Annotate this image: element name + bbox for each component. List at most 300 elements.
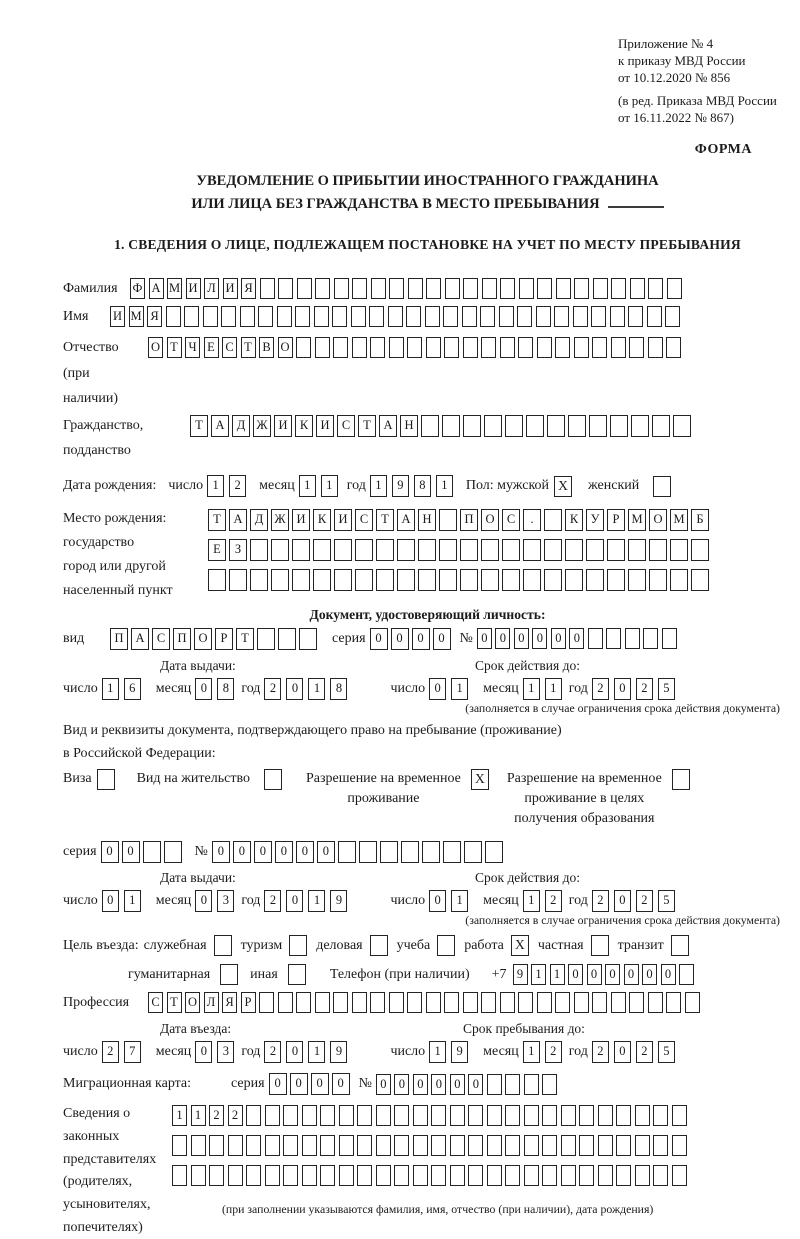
char-box[interactable]	[376, 1135, 391, 1156]
char-box[interactable]: К	[313, 509, 331, 531]
char-box[interactable]	[502, 569, 520, 591]
purpose-other-checkbox[interactable]	[288, 964, 306, 985]
char-box[interactable]: Ч	[185, 337, 200, 358]
char-box[interactable]: С	[502, 509, 520, 531]
char-box[interactable]	[240, 306, 255, 327]
char-box[interactable]: О	[481, 509, 499, 531]
char-box[interactable]	[229, 569, 247, 591]
char-box[interactable]	[537, 278, 552, 299]
char-box[interactable]: 8	[217, 678, 234, 700]
char-box[interactable]	[574, 992, 589, 1013]
char-box[interactable]	[598, 1105, 613, 1126]
char-box[interactable]	[625, 628, 640, 649]
char-box[interactable]	[544, 539, 562, 561]
char-box[interactable]: 2	[636, 678, 653, 700]
char-box[interactable]	[380, 841, 398, 863]
char-box[interactable]	[554, 306, 569, 327]
purpose-study-checkbox[interactable]	[437, 935, 455, 956]
char-box[interactable]	[635, 1135, 650, 1156]
char-box[interactable]: 0	[311, 1073, 329, 1095]
char-box[interactable]	[468, 1135, 483, 1156]
char-box[interactable]	[338, 841, 356, 863]
char-box[interactable]	[691, 539, 709, 561]
char-box[interactable]	[517, 306, 532, 327]
char-box[interactable]	[607, 569, 625, 591]
char-box[interactable]	[376, 539, 394, 561]
char-box[interactable]	[191, 1135, 206, 1156]
char-box[interactable]	[320, 1135, 335, 1156]
char-box[interactable]: 1	[523, 678, 540, 700]
char-box[interactable]	[610, 415, 628, 437]
char-box[interactable]	[579, 1135, 594, 1156]
char-box[interactable]: 0	[624, 964, 639, 985]
char-box[interactable]	[652, 415, 670, 437]
char-box[interactable]: К	[295, 415, 313, 437]
char-box[interactable]: 2	[592, 678, 609, 700]
char-box[interactable]	[524, 1135, 539, 1156]
char-box[interactable]	[629, 337, 644, 358]
char-box[interactable]	[320, 1165, 335, 1186]
char-box[interactable]	[463, 992, 478, 1013]
char-box[interactable]	[653, 1105, 668, 1126]
char-box[interactable]	[352, 337, 367, 358]
char-box[interactable]	[166, 306, 181, 327]
char-box[interactable]	[389, 337, 404, 358]
char-box[interactable]	[370, 337, 385, 358]
char-box[interactable]	[561, 1105, 576, 1126]
char-box[interactable]	[574, 278, 589, 299]
char-box[interactable]: У	[586, 509, 604, 531]
char-box[interactable]	[568, 415, 586, 437]
char-box[interactable]	[406, 306, 421, 327]
char-box[interactable]: 0	[370, 628, 388, 650]
char-box[interactable]	[439, 509, 457, 531]
char-box[interactable]	[421, 415, 439, 437]
char-box[interactable]	[302, 1105, 317, 1126]
char-box[interactable]	[653, 1135, 668, 1156]
char-box[interactable]	[505, 1165, 520, 1186]
char-box[interactable]	[460, 569, 478, 591]
char-box[interactable]	[209, 1165, 224, 1186]
char-box[interactable]	[631, 415, 649, 437]
char-box[interactable]: 1	[321, 475, 338, 497]
char-box[interactable]: Б	[691, 509, 709, 531]
char-box[interactable]	[672, 1135, 687, 1156]
char-box[interactable]	[500, 992, 515, 1013]
char-box[interactable]: П	[110, 628, 128, 650]
char-box[interactable]: 0	[122, 841, 140, 863]
char-box[interactable]	[246, 1165, 261, 1186]
char-box[interactable]	[292, 539, 310, 561]
char-box[interactable]	[648, 992, 663, 1013]
char-box[interactable]	[628, 569, 646, 591]
char-box[interactable]	[339, 1165, 354, 1186]
purpose-transit-checkbox[interactable]	[671, 935, 689, 956]
char-box[interactable]	[611, 992, 626, 1013]
char-box[interactable]	[544, 509, 562, 531]
char-box[interactable]	[573, 306, 588, 327]
char-box[interactable]	[332, 306, 347, 327]
char-box[interactable]	[635, 1105, 650, 1126]
char-box[interactable]	[649, 539, 667, 561]
char-box[interactable]: 1	[550, 964, 565, 985]
char-box[interactable]	[487, 1165, 502, 1186]
char-box[interactable]	[463, 278, 478, 299]
char-box[interactable]: 2	[636, 890, 653, 912]
char-box[interactable]: 2	[228, 1105, 243, 1126]
temp-residence-education-checkbox[interactable]	[672, 769, 690, 790]
char-box[interactable]	[607, 539, 625, 561]
char-box[interactable]: А	[131, 628, 149, 650]
char-box[interactable]	[389, 992, 404, 1013]
char-box[interactable]	[426, 337, 441, 358]
char-box[interactable]	[643, 628, 658, 649]
char-box[interactable]: 0	[101, 841, 119, 863]
char-box[interactable]: М	[167, 278, 182, 299]
char-box[interactable]: 1	[299, 475, 316, 497]
char-box[interactable]	[265, 1135, 280, 1156]
char-box[interactable]	[439, 539, 457, 561]
char-box[interactable]	[462, 306, 477, 327]
char-box[interactable]: Т	[208, 509, 226, 531]
char-box[interactable]	[278, 628, 296, 650]
char-box[interactable]	[526, 415, 544, 437]
char-box[interactable]: А	[379, 415, 397, 437]
char-box[interactable]	[299, 628, 317, 650]
char-box[interactable]: 1	[523, 890, 540, 912]
char-box[interactable]: Е	[204, 337, 219, 358]
char-box[interactable]	[339, 1105, 354, 1126]
purpose-humanitarian-checkbox[interactable]	[220, 964, 238, 985]
char-box[interactable]	[355, 539, 373, 561]
char-box[interactable]: С	[148, 992, 163, 1013]
char-box[interactable]	[565, 569, 583, 591]
char-box[interactable]	[333, 337, 348, 358]
char-box[interactable]	[524, 1074, 539, 1095]
char-box[interactable]	[351, 306, 366, 327]
char-box[interactable]	[542, 1074, 557, 1095]
char-box[interactable]	[561, 1165, 576, 1186]
char-box[interactable]: .	[523, 509, 541, 531]
char-box[interactable]	[422, 841, 440, 863]
char-box[interactable]: 2	[636, 1041, 653, 1063]
char-box[interactable]: 1	[436, 475, 453, 497]
char-box[interactable]: Р	[215, 628, 233, 650]
char-box[interactable]	[191, 1165, 206, 1186]
char-box[interactable]	[431, 1105, 446, 1126]
char-box[interactable]	[561, 1135, 576, 1156]
char-box[interactable]	[431, 1135, 446, 1156]
char-box[interactable]: 2	[592, 890, 609, 912]
char-box[interactable]	[352, 992, 367, 1013]
char-box[interactable]	[500, 337, 515, 358]
char-box[interactable]: 8	[330, 678, 347, 700]
char-box[interactable]: А	[229, 509, 247, 531]
char-box[interactable]: 2	[209, 1105, 224, 1126]
char-box[interactable]	[277, 306, 292, 327]
char-box[interactable]	[574, 337, 589, 358]
char-box[interactable]	[542, 1105, 557, 1126]
char-box[interactable]	[295, 306, 310, 327]
char-box[interactable]: Р	[607, 509, 625, 531]
char-box[interactable]: 1	[308, 678, 325, 700]
purpose-commercial-checkbox[interactable]	[370, 935, 388, 956]
char-box[interactable]	[431, 1165, 446, 1186]
char-box[interactable]	[355, 569, 373, 591]
char-box[interactable]	[228, 1165, 243, 1186]
char-box[interactable]	[586, 569, 604, 591]
char-box[interactable]: 0	[495, 628, 510, 649]
char-box[interactable]	[260, 278, 275, 299]
char-box[interactable]: Т	[358, 415, 376, 437]
char-box[interactable]	[271, 539, 289, 561]
char-box[interactable]	[283, 1135, 298, 1156]
char-box[interactable]: Е	[208, 539, 226, 561]
char-box[interactable]	[502, 539, 520, 561]
char-box[interactable]: 1	[308, 1041, 325, 1063]
char-box[interactable]	[172, 1165, 187, 1186]
char-box[interactable]	[524, 1165, 539, 1186]
char-box[interactable]	[445, 278, 460, 299]
char-box[interactable]	[444, 337, 459, 358]
char-box[interactable]: Я	[222, 992, 237, 1013]
char-box[interactable]	[394, 1165, 409, 1186]
char-box[interactable]	[464, 841, 482, 863]
char-box[interactable]	[283, 1105, 298, 1126]
char-box[interactable]: Т	[167, 337, 182, 358]
char-box[interactable]: 1	[191, 1105, 206, 1126]
char-box[interactable]	[537, 992, 552, 1013]
char-box[interactable]: 3	[217, 1041, 234, 1063]
char-box[interactable]	[616, 1105, 631, 1126]
char-box[interactable]	[544, 569, 562, 591]
char-box[interactable]	[221, 306, 236, 327]
char-box[interactable]	[426, 992, 441, 1013]
char-box[interactable]	[442, 415, 460, 437]
char-box[interactable]: Т	[236, 628, 254, 650]
char-box[interactable]: Р	[241, 992, 256, 1013]
char-box[interactable]	[397, 569, 415, 591]
char-box[interactable]	[278, 278, 293, 299]
char-box[interactable]: 0	[296, 841, 314, 863]
char-box[interactable]	[616, 1135, 631, 1156]
char-box[interactable]	[592, 992, 607, 1013]
char-box[interactable]: О	[278, 337, 293, 358]
char-box[interactable]: 0	[587, 964, 602, 985]
char-box[interactable]	[271, 569, 289, 591]
char-box[interactable]	[685, 992, 700, 1013]
char-box[interactable]	[315, 278, 330, 299]
char-box[interactable]: С	[355, 509, 373, 531]
char-box[interactable]	[259, 992, 274, 1013]
char-box[interactable]	[589, 415, 607, 437]
char-box[interactable]	[592, 337, 607, 358]
char-box[interactable]: А	[149, 278, 164, 299]
char-box[interactable]: Н	[418, 509, 436, 531]
purpose-business-checkbox[interactable]	[214, 935, 232, 956]
char-box[interactable]: 7	[124, 1041, 141, 1063]
char-box[interactable]	[505, 1105, 520, 1126]
char-box[interactable]	[481, 569, 499, 591]
char-box[interactable]: Я	[147, 306, 162, 327]
char-box[interactable]	[334, 539, 352, 561]
char-box[interactable]: 1	[207, 475, 224, 497]
char-box[interactable]	[418, 569, 436, 591]
char-box[interactable]: В	[259, 337, 274, 358]
char-box[interactable]	[524, 1105, 539, 1126]
char-box[interactable]: Т	[376, 509, 394, 531]
char-box[interactable]	[394, 1105, 409, 1126]
char-box[interactable]: Т	[190, 415, 208, 437]
char-box[interactable]	[670, 539, 688, 561]
char-box[interactable]: О	[649, 509, 667, 531]
char-box[interactable]: 1	[124, 890, 141, 912]
char-box[interactable]	[666, 992, 681, 1013]
char-box[interactable]: О	[194, 628, 212, 650]
char-box[interactable]	[610, 306, 625, 327]
char-box[interactable]	[565, 539, 583, 561]
char-box[interactable]	[297, 278, 312, 299]
char-box[interactable]	[670, 569, 688, 591]
char-box[interactable]: 5	[658, 678, 675, 700]
char-box[interactable]	[611, 337, 626, 358]
char-box[interactable]	[500, 278, 515, 299]
char-box[interactable]	[616, 1165, 631, 1186]
char-box[interactable]	[484, 415, 502, 437]
char-box[interactable]: 0	[212, 841, 230, 863]
char-box[interactable]	[407, 337, 422, 358]
char-box[interactable]	[443, 306, 458, 327]
char-box[interactable]	[315, 337, 330, 358]
char-box[interactable]	[413, 1135, 428, 1156]
char-box[interactable]: 0	[376, 1074, 391, 1095]
char-box[interactable]	[487, 1135, 502, 1156]
char-box[interactable]: 0	[102, 890, 119, 912]
char-box[interactable]	[352, 278, 367, 299]
char-box[interactable]	[443, 841, 461, 863]
char-box[interactable]: 0	[532, 628, 547, 649]
char-box[interactable]	[606, 628, 621, 649]
char-box[interactable]: 9	[330, 890, 347, 912]
char-box[interactable]	[314, 306, 329, 327]
char-box[interactable]: Ж	[253, 415, 271, 437]
char-box[interactable]	[672, 1165, 687, 1186]
char-box[interactable]: С	[152, 628, 170, 650]
char-box[interactable]	[499, 306, 514, 327]
char-box[interactable]: 0	[431, 1074, 446, 1095]
char-box[interactable]: 0	[433, 628, 451, 650]
char-box[interactable]: М	[129, 306, 144, 327]
char-box[interactable]	[320, 1105, 335, 1126]
char-box[interactable]	[246, 1105, 261, 1126]
char-box[interactable]: 0	[569, 628, 584, 649]
char-box[interactable]: 1	[102, 678, 119, 700]
char-box[interactable]: 1	[451, 890, 468, 912]
char-box[interactable]	[628, 539, 646, 561]
char-box[interactable]	[209, 1135, 224, 1156]
char-box[interactable]: 0	[317, 841, 335, 863]
char-box[interactable]: Т	[167, 992, 182, 1013]
char-box[interactable]: И	[110, 306, 125, 327]
char-box[interactable]: 1	[308, 890, 325, 912]
char-box[interactable]: 9	[330, 1041, 347, 1063]
char-box[interactable]	[425, 306, 440, 327]
char-box[interactable]: А	[211, 415, 229, 437]
char-box[interactable]	[246, 1135, 261, 1156]
char-box[interactable]	[296, 992, 311, 1013]
char-box[interactable]: 2	[545, 890, 562, 912]
char-box[interactable]: З	[229, 539, 247, 561]
char-box[interactable]: 0	[429, 678, 446, 700]
char-box[interactable]: И	[274, 415, 292, 437]
char-box[interactable]: 3	[217, 890, 234, 912]
char-box[interactable]	[143, 841, 161, 863]
char-box[interactable]: 0	[195, 1041, 212, 1063]
purpose-tourism-checkbox[interactable]	[289, 935, 307, 956]
char-box[interactable]: И	[292, 509, 310, 531]
char-box[interactable]: 2	[102, 1041, 119, 1063]
char-box[interactable]: П	[460, 509, 478, 531]
char-box[interactable]	[463, 415, 481, 437]
char-box[interactable]: 0	[450, 1074, 465, 1095]
char-box[interactable]	[208, 569, 226, 591]
char-box[interactable]	[523, 539, 541, 561]
char-box[interactable]: 0	[391, 628, 409, 650]
char-box[interactable]	[257, 628, 275, 650]
char-box[interactable]	[302, 1135, 317, 1156]
char-box[interactable]	[673, 415, 691, 437]
char-box[interactable]	[653, 1165, 668, 1186]
char-box[interactable]: Я	[241, 278, 256, 299]
char-box[interactable]: 0	[195, 890, 212, 912]
char-box[interactable]	[265, 1165, 280, 1186]
residence-permit-checkbox[interactable]	[264, 769, 282, 790]
char-box[interactable]	[672, 1105, 687, 1126]
char-box[interactable]	[394, 1135, 409, 1156]
char-box[interactable]: 0	[568, 964, 583, 985]
char-box[interactable]: 2	[264, 678, 281, 700]
char-box[interactable]	[413, 1105, 428, 1126]
char-box[interactable]	[628, 306, 643, 327]
char-box[interactable]: 0	[551, 628, 566, 649]
char-box[interactable]: 5	[658, 1041, 675, 1063]
char-box[interactable]: 1	[172, 1105, 187, 1126]
char-box[interactable]	[487, 1105, 502, 1126]
char-box[interactable]: И	[316, 415, 334, 437]
char-box[interactable]: 9	[513, 964, 528, 985]
char-box[interactable]	[648, 337, 663, 358]
char-box[interactable]: 0	[614, 890, 631, 912]
char-box[interactable]	[662, 628, 677, 649]
char-box[interactable]: 2	[592, 1041, 609, 1063]
char-box[interactable]: Л	[204, 992, 219, 1013]
char-box[interactable]: 0	[605, 964, 620, 985]
char-box[interactable]: И	[334, 509, 352, 531]
char-box[interactable]: 0	[514, 628, 529, 649]
char-box[interactable]: 0	[233, 841, 251, 863]
char-box[interactable]: 0	[412, 628, 430, 650]
char-box[interactable]: 0	[195, 678, 212, 700]
char-box[interactable]	[665, 306, 680, 327]
char-box[interactable]	[518, 337, 533, 358]
char-box[interactable]: 2	[264, 890, 281, 912]
female-checkbox[interactable]	[653, 476, 671, 497]
char-box[interactable]	[593, 278, 608, 299]
char-box[interactable]: Д	[232, 415, 250, 437]
char-box[interactable]: М	[670, 509, 688, 531]
char-box[interactable]	[369, 306, 384, 327]
char-box[interactable]	[647, 306, 662, 327]
